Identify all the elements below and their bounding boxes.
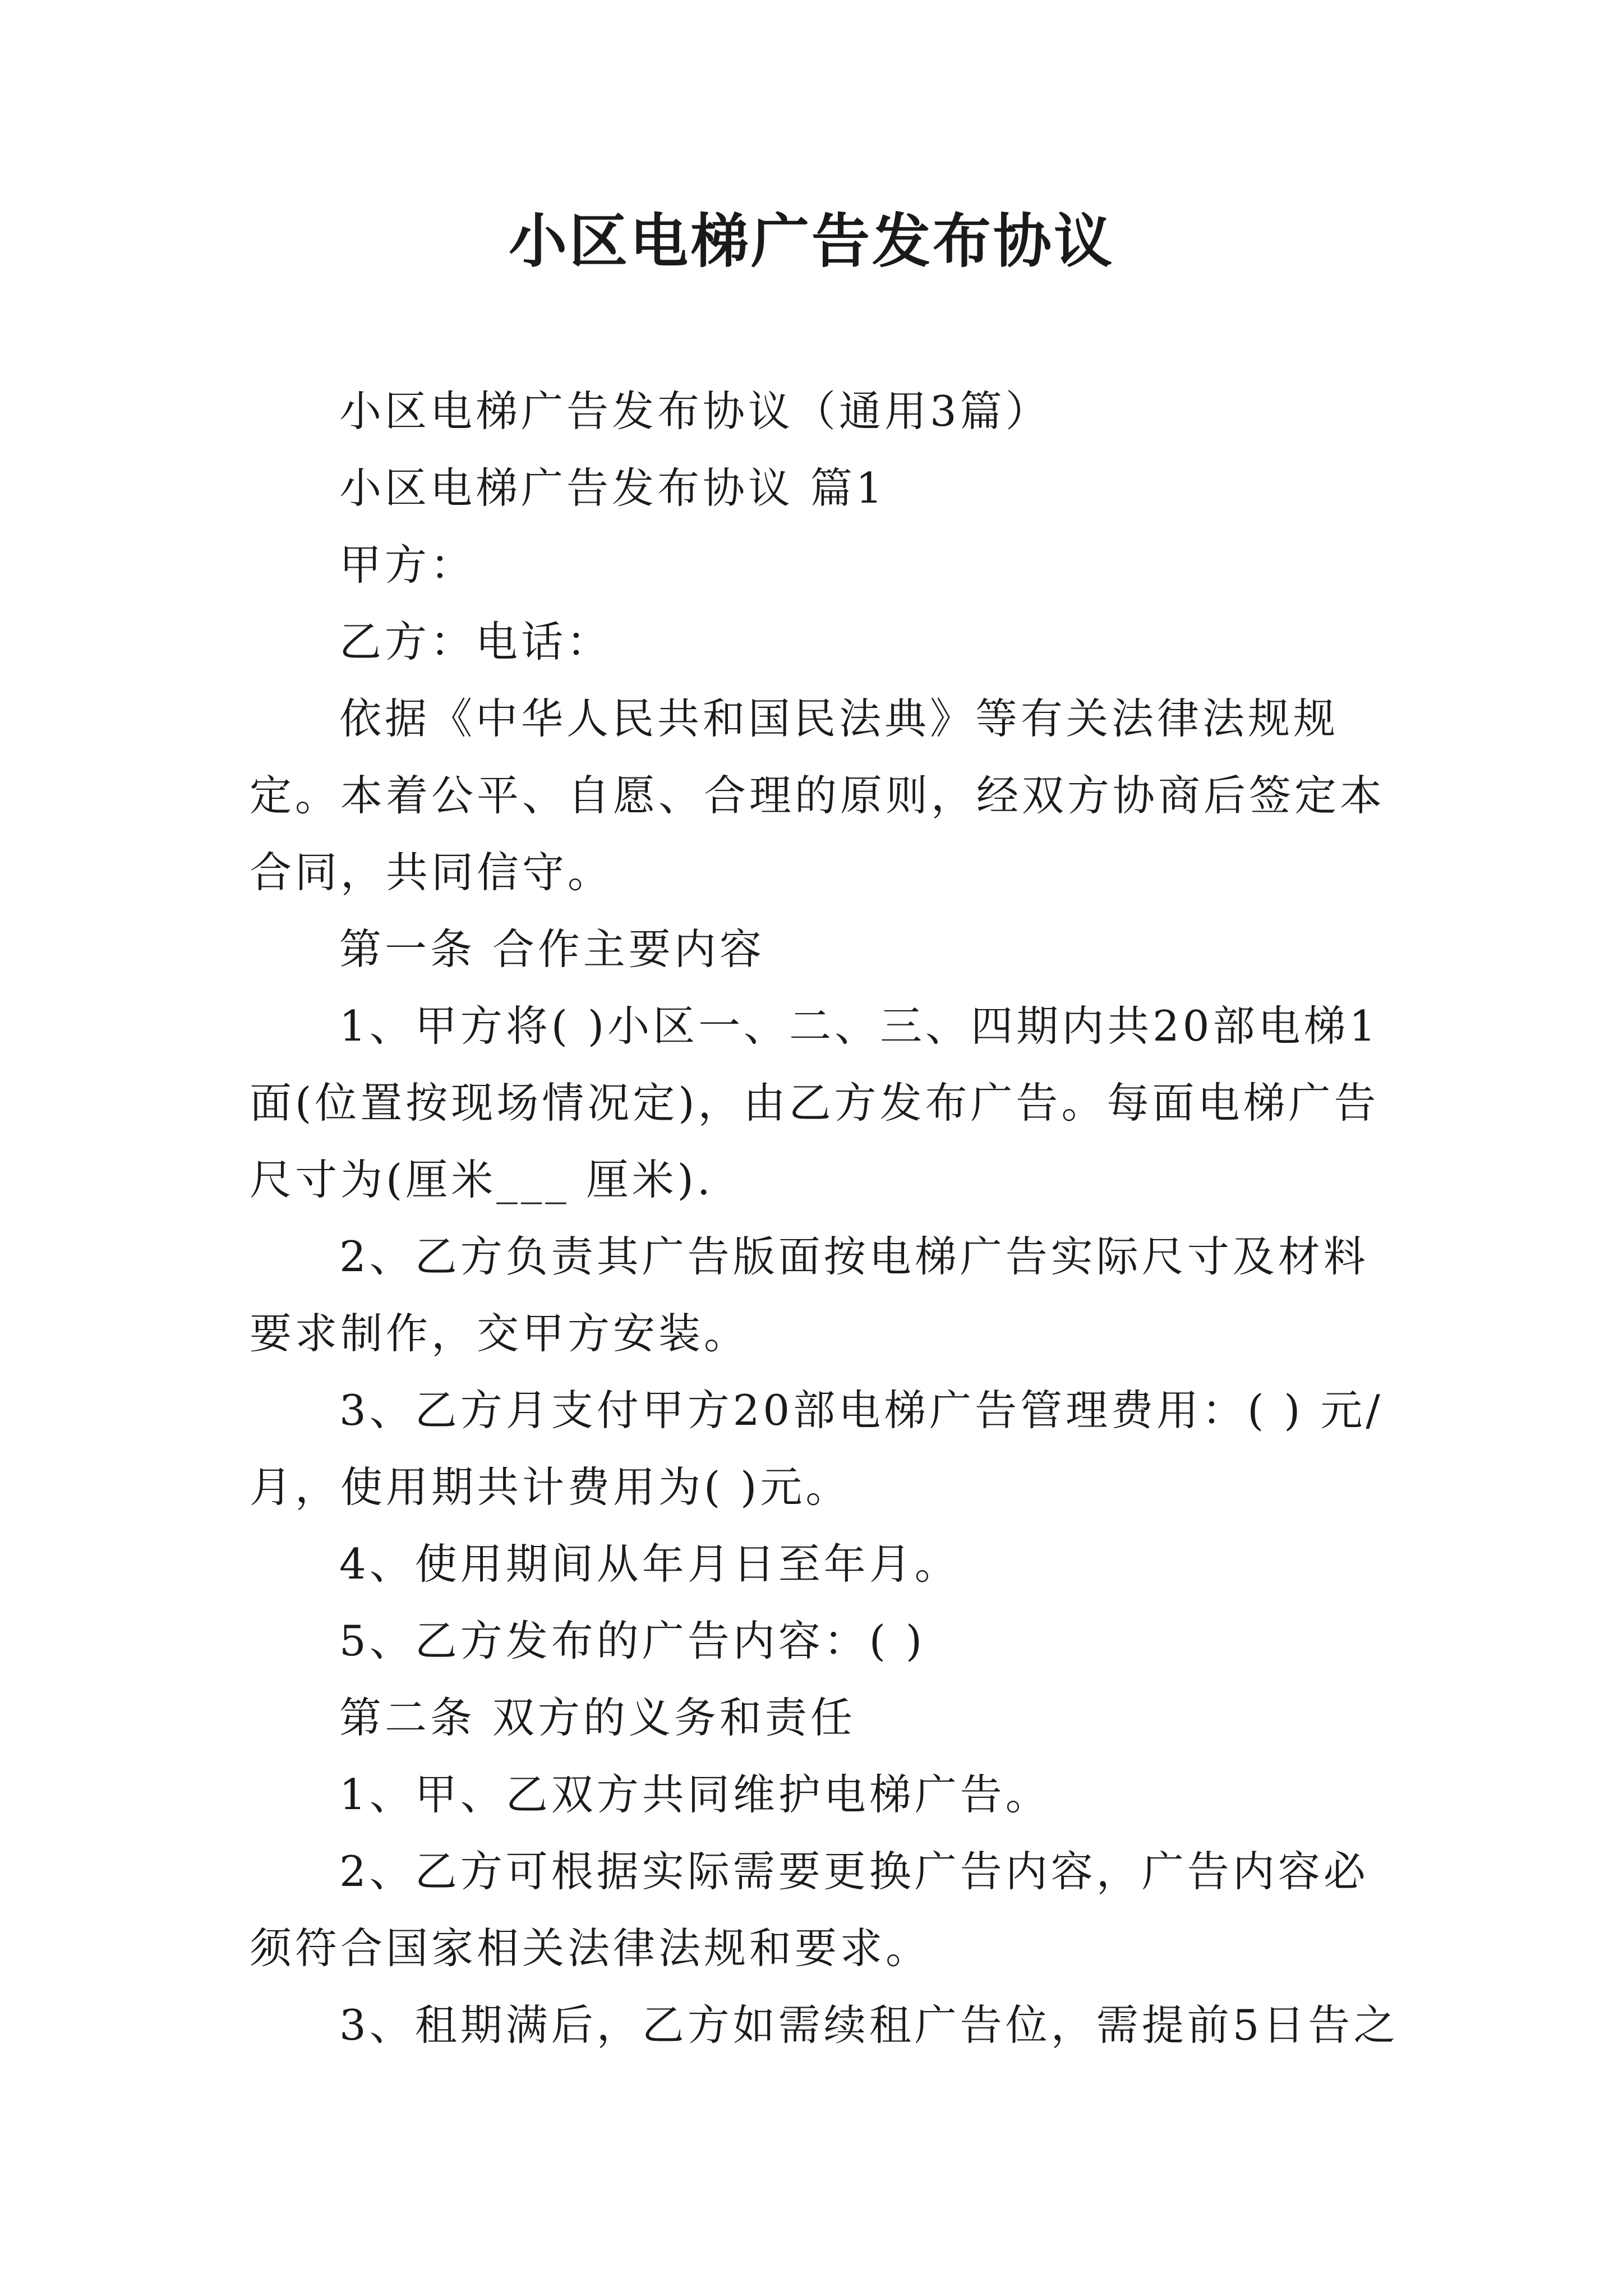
paragraph-article-1-item-2: 2、乙方负责其广告版面按电梯广告实际尺寸及材料要求制作，交甲方安装。 [250,1232,1369,1358]
paragraph-article-1-item-1: 1、甲方将( )小区一、二、三、四期内共20部电梯1面(位置按现场情况定)，由乙方发布广告。每面电梯广告尺寸为(厘米___ 厘米). [250,1001,1380,1204]
paragraph-article-1-heading: 第一条 合作主要内容 [339,924,765,974]
paragraph-article-1-item-3: 3、乙方月支付甲方20部电梯广告管理费用：( ) 元/月，使用期共计费用为( )元。 [250,1386,1384,1512]
paragraph-party-a: 甲方： [339,540,476,590]
paragraph-article-2-heading: 第二条 双方的义务和责任 [339,1693,856,1742]
paragraph-party-b: 乙方：电话： [339,617,612,666]
document-body [250,373,1402,2064]
paragraph-article-1-item-5: 5、乙方发布的广告内容：( ) [339,1616,926,1665]
paragraph-article-2-item-3: 3、租期满后，乙方如需续租广告位，需提前5日告之 [339,2000,1399,2050]
paragraph-article-1-item-4: 4、使用期间从年月日至年月。 [339,1539,960,1589]
paragraph-preamble: 依据《中华人民共和国民法典》等有关法律法规规定。本着公平、自愿、合理的原则，经双方协商后签定本合同，共同信守。 [250,694,1386,897]
paragraph-article-2-item-1: 1、甲、乙双方共同维护电梯广告。 [339,1770,1051,1819]
paragraph-article-2-item-2: 2、乙方可根据实际需要更换广告内容，广告内容必须符合国家相关法律法规和要求。 [250,1847,1369,1973]
paragraph-heading-part1: 小区电梯广告发布协议 篇1 [339,463,886,513]
paragraph-heading-general: 小区电梯广告发布协议（通用3篇） [339,386,1051,436]
document-title: 小区电梯广告发布协议 [508,206,1114,275]
